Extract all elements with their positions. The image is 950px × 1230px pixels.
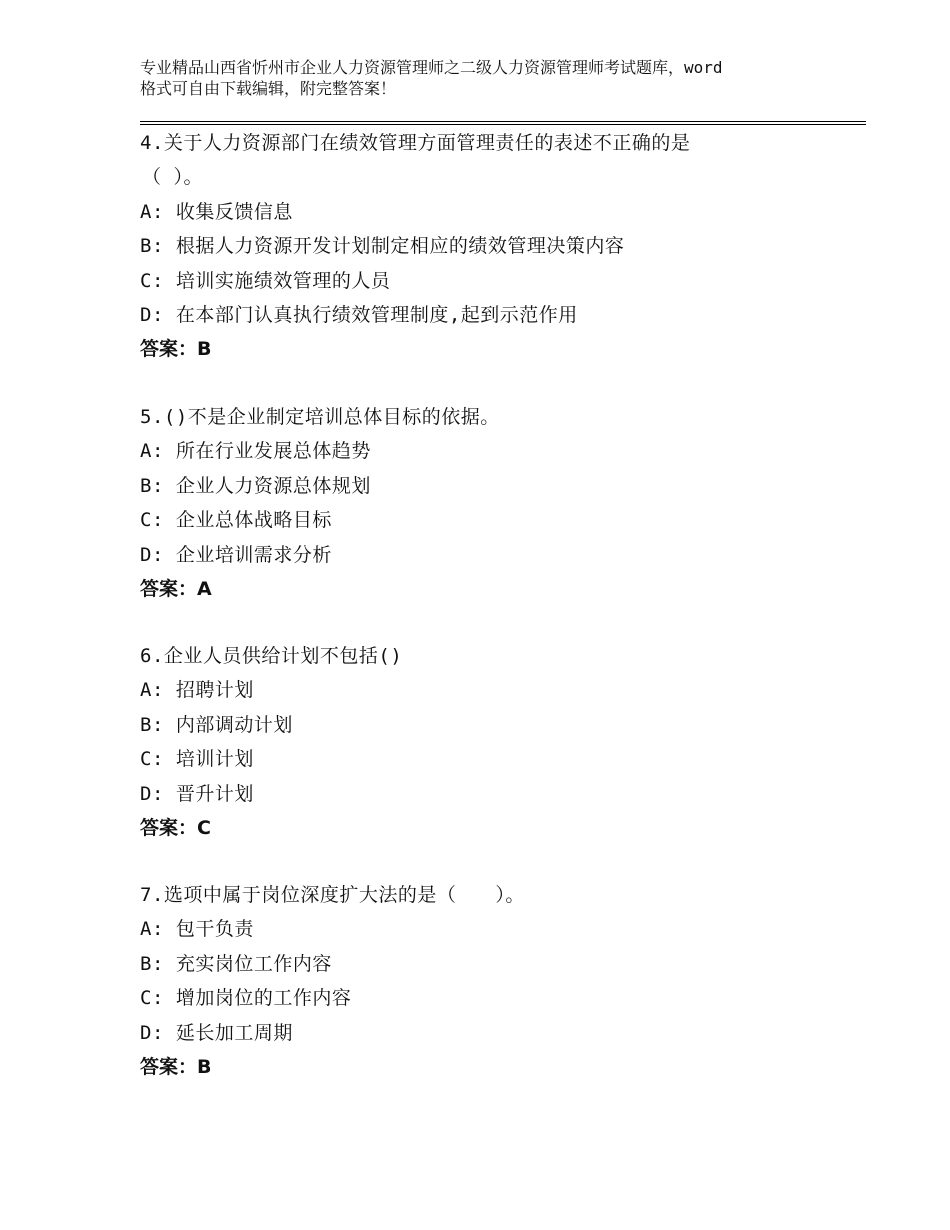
option-b: B: 根据人力资源开发计划制定相应的绩效管理决策内容 [140, 235, 625, 258]
header-line-1: 专业精品山西省忻州市企业人力资源管理师之二级人力资源管理师考试题库，word [140, 58, 723, 77]
option-a: A: 包干负责 [140, 918, 254, 941]
question-stem: 5.()不是企业制定培训总体目标的依据。 [140, 406, 500, 428]
option-d: D: 企业培训需求分析 [140, 543, 332, 566]
question-stem: 6.企业人员供给计划不包括() [140, 645, 403, 667]
option-a: A: 招聘计划 [140, 679, 254, 702]
header-line-2: 格式可自由下载编辑，附完整答案！ [140, 79, 397, 98]
question-4 [140, 126, 866, 367]
option-b: B: 内部调动计划 [140, 713, 293, 736]
answer: 答案：B [140, 338, 212, 361]
option-b: B: 充实岗位工作内容 [140, 952, 332, 975]
question-5 [140, 400, 866, 606]
option-c: C: 培训实施绩效管理的人员 [140, 269, 391, 292]
option-d: D: 晋升计划 [140, 782, 254, 805]
question-7 [140, 878, 866, 1084]
option-b: B: 企业人力资源总体规划 [140, 474, 371, 497]
option-a: A: 所在行业发展总体趋势 [140, 440, 371, 463]
answer: 答案：A [140, 577, 212, 600]
option-c: C: 增加岗位的工作内容 [140, 987, 352, 1010]
option-c: C: 培训计划 [140, 748, 254, 771]
option-c: C: 企业总体战略目标 [140, 509, 332, 532]
question-6 [140, 639, 866, 845]
question-stem-continued: （ ）。 [142, 166, 203, 189]
option-a: A: 收集反馈信息 [140, 200, 293, 223]
header-divider-bottom [140, 124, 866, 125]
answer: 答案：C [140, 816, 211, 839]
option-d: D: 在本部门认真执行绩效管理制度,起到示范作用 [140, 303, 578, 326]
document-header [140, 57, 840, 99]
option-d: D: 延长加工周期 [140, 1021, 293, 1044]
question-stem: 4.关于人力资源部门在绩效管理方面管理责任的表述不正确的是 [140, 132, 691, 154]
header-divider-top [140, 121, 866, 122]
question-stem: 7.选项中属于岗位深度扩大法的是（ ）。 [140, 884, 525, 906]
answer: 答案：B [140, 1055, 212, 1078]
